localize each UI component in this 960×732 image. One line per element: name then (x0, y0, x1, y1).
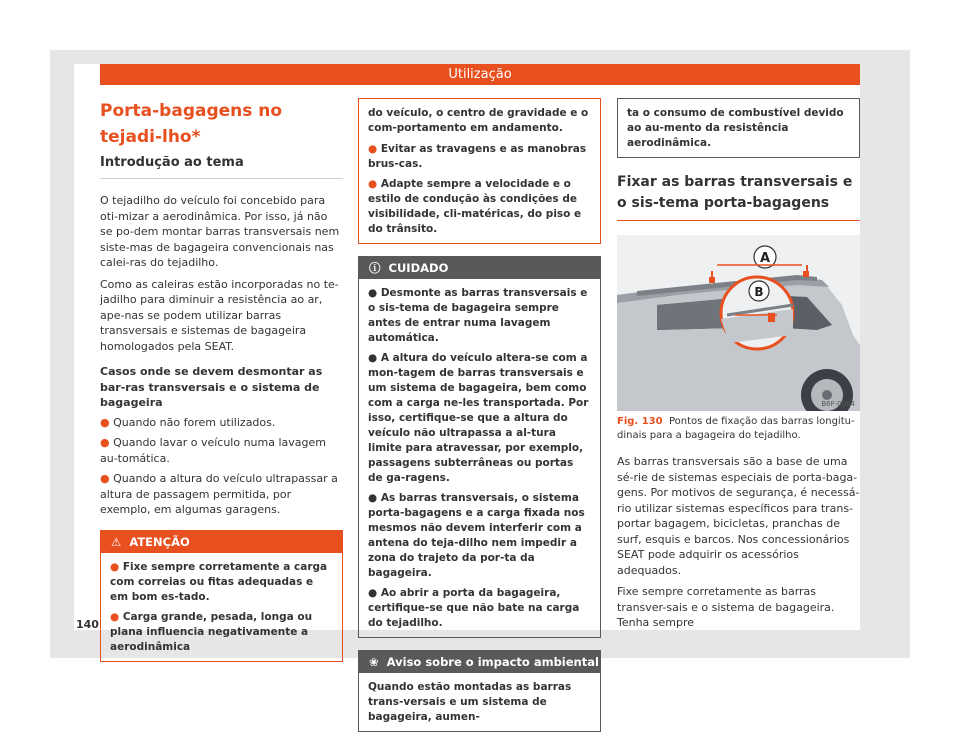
environment-body-continued (618, 99, 859, 157)
list-item: ● Adapte sempre a velocidade e o estilo de condução às condições de visibilidade, cli-matéricas, do piso e do trânsito. (368, 178, 582, 235)
bullet-icon: ● (100, 472, 110, 485)
column-2 (358, 98, 601, 732)
figure-label: Fig. 130 (617, 416, 663, 427)
column-3 (617, 98, 860, 637)
callout-a: A (759, 251, 771, 266)
warning-continued-text: do veículo, o centro de gravidade e o com-portamento em andamento. (368, 107, 589, 134)
exclamation-circle-icon: ⓘ (369, 261, 381, 275)
roof-rails-figure (617, 235, 860, 411)
environment-box (358, 650, 601, 732)
warning-header: ⚠ ATENÇÃO (101, 531, 342, 553)
leaf-icon: ❀ (369, 655, 379, 669)
paragraph-1: As barras transversais são a base de uma sé-rie de sistemas especiais de porta-baga-gens. Por motivos de segurança, é necessá-rio utilizar sistemas específicos para trans-portar bagagem, bicicletas, pranchas de surf, esquis e barcos. Nos concessionários SEAT pode adquirir os acessórios adequados. (617, 455, 860, 577)
warning-body (101, 553, 342, 661)
environment-continued-text: ta o consumo de combustível devido ao au-mento da resistência aerodinâmica. (627, 107, 844, 149)
car-roof-illustration (617, 235, 860, 411)
list-item: ● Quando não forem utilizados. (100, 415, 276, 429)
bullet-icon: ● (110, 610, 120, 623)
environment-header: ❀ Aviso sobre o impacto ambiental (359, 651, 600, 673)
column-1 (100, 98, 343, 662)
environment-text: Quando estão montadas as barras trans-versais e um sistema de bagageira, aumen- (368, 681, 572, 723)
warning-box-continued (358, 98, 601, 244)
list-item: ● Fixe sempre corretamente a carga com correias ou fitas adequadas e em bom es-tado. (110, 560, 328, 603)
caution-header: ⓘ CUIDADO (359, 257, 600, 279)
figure-caption-text: Pontos de fixação das barras longitu-dinais para a bagageira do tejadilho. (617, 416, 855, 441)
environment-body (359, 673, 600, 731)
environment-box-continued (617, 98, 860, 158)
page-title: Porta-bagagens no tejadi-lho* (100, 101, 283, 147)
section-header: Utilização (100, 64, 860, 85)
bullet-icon: ● (100, 415, 110, 429)
list-item: ● Quando lavar o veículo numa lavagem au-tomática. (100, 436, 326, 465)
bullet-icon: ● (110, 560, 120, 573)
list-item: ● Ao abrir a porta da bagageira, certifique-se que não bate na carga do tejadilho. (368, 587, 580, 629)
caution-body (359, 279, 600, 637)
list-item: ● A altura do veículo altera-se com a mon-tagem de barras transversais e um sistema de bagageira, bem como com a carga ne-les transportada. Por isso, certifique-se que a altura do veículo não ultrapassa a al-tura limite para atravessar, por exemplo, passagens subterrâneas ou portas de ga-ragens. (368, 352, 589, 484)
removal-cases-heading: Casos onde se devem desmontar as bar-ras transversais e o sistema de bagageira (100, 365, 323, 409)
list-item: ● Desmonte as barras transversais e o sis-tema de bagageira sempre antes de entrar numa lavagem automática. (368, 287, 588, 344)
caution-box (358, 256, 601, 638)
intro-paragraph-1: O tejadilho do veículo foi concebido para oti-mizar a aerodinâmica. Por isso, já não se po-dem montar barras transversais nem siste-mas de bagageira convencionais nas calei-ras do tejadilho. (100, 194, 340, 269)
callout-b: B (754, 285, 764, 299)
paragraph-2: Fixe sempre corretamente as barras transver-sais e o sistema de bagageira. Tenha sempre (617, 585, 835, 629)
figure-caption (617, 415, 860, 442)
list-item: ● As barras transversais, o sistema porta-bagagens e a carga fixada nos mesmos não devem interferir com a antena do teja-dilho nem impedir a zona do trajeto da por-ta da bagageira. (368, 492, 585, 579)
section-subtitle: Introdução ao tema (100, 154, 343, 179)
list-item: ● Carga grande, pesada, longa ou plana influencia negativamente a aerodinâmica (110, 610, 313, 653)
warning-box (100, 530, 343, 662)
list-item: ● Evitar as travagens e as manobras brus-cas. (368, 143, 587, 170)
section-heading: Fixar as barras transversais e o sis-tema porta-bagagens (617, 172, 860, 221)
page-number: 140 (76, 618, 99, 631)
bullet-icon: ● (368, 143, 378, 155)
intro-paragraph-2: Como as caleiras estão incorporadas no te-jadilho para diminuir a resistência ao ar, ape-nas se podem utilizar barras transversais e sistemas de bagageira homologados pela SEAT. (100, 277, 339, 353)
warning-body-continued (359, 99, 600, 243)
figure-code: B6F-0064 (821, 400, 855, 408)
warning-triangle-icon: ⚠ (111, 534, 122, 549)
bullet-icon: ● (368, 178, 378, 190)
bullet-icon: ● (100, 436, 110, 449)
list-item: ● Quando a altura do veículo ultrapassar a altura de passagem permitida, por exemplo, em algumas garagens. (100, 472, 338, 516)
